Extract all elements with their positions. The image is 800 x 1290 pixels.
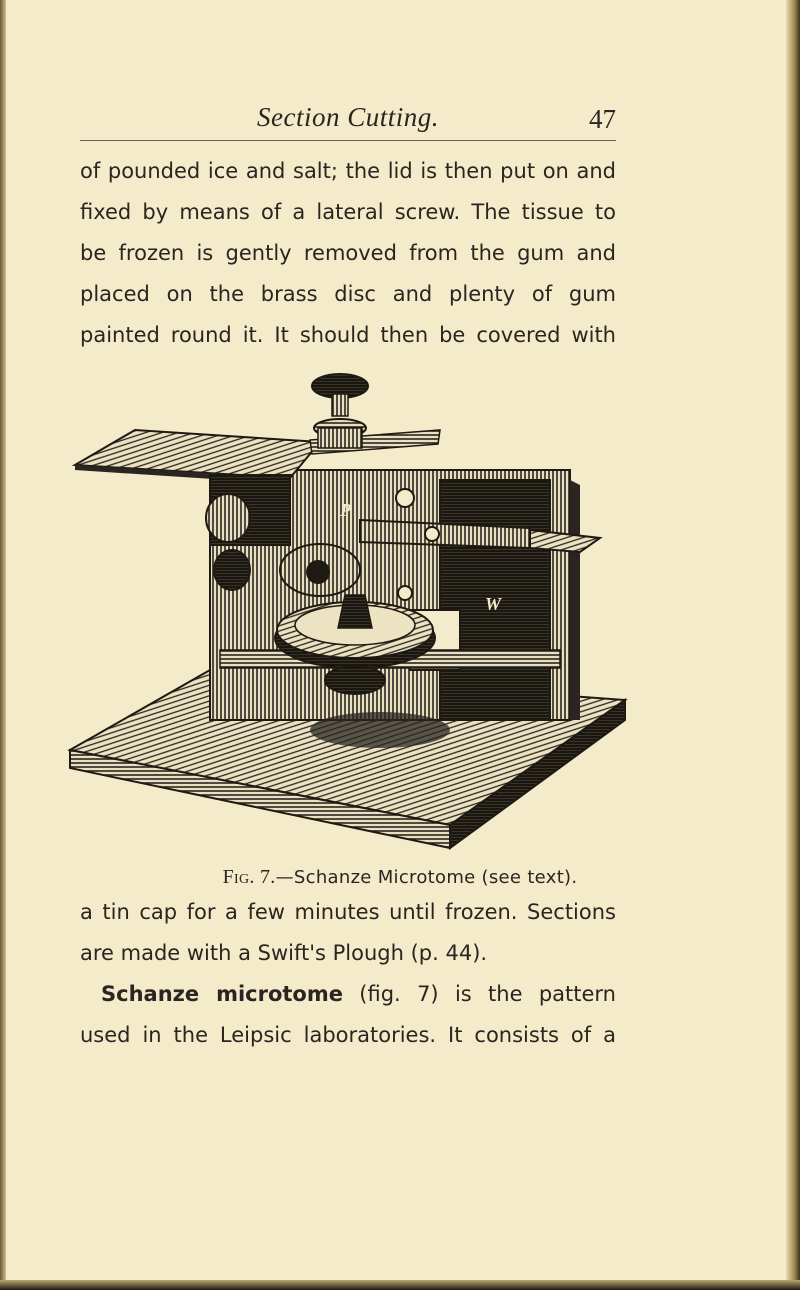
- paragraph-top: [80, 151, 616, 356]
- clamp-screw: [312, 374, 368, 448]
- text-fragment: (fig. 7) is the pattern: [342, 982, 616, 1006]
- label-p: P: [340, 500, 351, 520]
- page-number: 47: [589, 104, 616, 134]
- text-line: used in the Leipsic laboratories. It consists of a: [80, 1023, 616, 1047]
- text-line: are made with a Swift's Plough (p. 44).: [80, 941, 488, 965]
- bold-term: Schanze microtome: [101, 982, 343, 1006]
- text-line: placed on the brass disc and plenty of gum: [80, 282, 616, 306]
- page-edge-left: [0, 0, 6, 1290]
- text-line-with-term: [80, 974, 616, 1015]
- text-line: fixed by means of a lateral screw. The tissue to: [80, 200, 616, 224]
- text-line: a tin cap for a few minutes until frozen. Sections: [80, 900, 616, 924]
- label-w: W: [485, 594, 502, 614]
- paragraph-bottom: [80, 892, 616, 1056]
- cast-shadow: [310, 712, 450, 748]
- microtome-illustration: [60, 370, 630, 860]
- text-line: of pounded ice and salt; the lid is then put on and: [80, 159, 616, 183]
- running-head-title: Section Cutting.: [257, 102, 439, 132]
- page-edge-right: [786, 0, 800, 1290]
- figure-caption: [0, 866, 800, 889]
- running-head: [80, 100, 616, 141]
- page-edge-bottom: [0, 1280, 800, 1290]
- caption-text: —Schanze Microtome (see text).: [275, 867, 578, 888]
- text-line: be frozen is gently removed from the gum and: [80, 241, 616, 265]
- caption-prefix: Fig. 7.: [222, 866, 276, 888]
- text-line: painted round it. It should then be covered with: [80, 323, 616, 347]
